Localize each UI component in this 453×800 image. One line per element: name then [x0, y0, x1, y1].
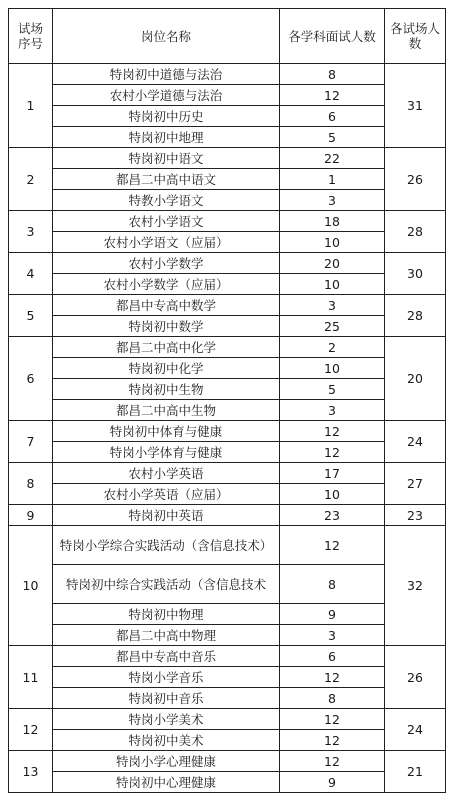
site-total-cell: 28 [385, 211, 446, 253]
position-name-cell: 特岗初中体育与健康 [53, 421, 280, 442]
table-row [9, 667, 446, 688]
table-row [9, 709, 446, 730]
subject-count-cell: 25 [280, 316, 385, 337]
table-row [9, 442, 446, 463]
position-name-cell: 农村小学语文（应届） [53, 232, 280, 253]
position-name-cell: 特岗初中英语 [53, 505, 280, 526]
subject-count-cell: 8 [280, 688, 385, 709]
table-row [9, 484, 446, 505]
table-row [9, 253, 446, 274]
position-name-cell: 特岗初中语文 [53, 148, 280, 169]
subject-count-cell: 6 [280, 646, 385, 667]
site-total-cell: 30 [385, 253, 446, 295]
subject-count-cell: 12 [280, 85, 385, 106]
table-row [9, 751, 446, 772]
table-row [9, 274, 446, 295]
header-site-number: 试场序号 [9, 9, 53, 64]
table-row [9, 148, 446, 169]
position-name-cell: 都昌中专高中数学 [53, 295, 280, 316]
site-number-cell: 8 [9, 463, 53, 505]
subject-count-cell: 12 [280, 421, 385, 442]
position-name-cell: 农村小学英语 [53, 463, 280, 484]
site-total-cell: 26 [385, 646, 446, 709]
subject-count-cell: 12 [280, 751, 385, 772]
site-number-cell: 10 [9, 526, 53, 646]
subject-count-cell: 20 [280, 253, 385, 274]
position-name-cell: 都昌中专高中音乐 [53, 646, 280, 667]
position-name-cell: 农村小学数学（应届） [53, 274, 280, 295]
site-number-cell: 9 [9, 505, 53, 526]
site-number-cell: 6 [9, 337, 53, 421]
position-name-cell: 都昌二中高中物理 [53, 625, 280, 646]
position-name-cell: 特岗小学心理健康 [53, 751, 280, 772]
subject-count-cell: 1 [280, 169, 385, 190]
position-name-cell: 特岗初中道德与法治 [53, 64, 280, 85]
subject-count-cell: 10 [280, 484, 385, 505]
subject-count-cell: 3 [280, 190, 385, 211]
subject-count-cell: 12 [280, 667, 385, 688]
subject-count-cell: 10 [280, 358, 385, 379]
subject-count-cell: 23 [280, 505, 385, 526]
position-name-cell: 特岗小学综合实践活动（含信息技术） [53, 526, 280, 565]
subject-count-cell: 18 [280, 211, 385, 232]
position-name-cell: 特岗小学美术 [53, 709, 280, 730]
position-name-cell: 特岗初中美术 [53, 730, 280, 751]
table-row [9, 337, 446, 358]
site-number-cell: 11 [9, 646, 53, 709]
position-name-cell: 特岗初中综合实践活动（含信息技术 [53, 565, 280, 604]
header-site-count: 各试场人数 [385, 9, 446, 64]
table-row [9, 463, 446, 484]
subject-count-cell: 9 [280, 772, 385, 793]
table-row [9, 358, 446, 379]
table-row [9, 526, 446, 565]
site-total-cell: 24 [385, 709, 446, 751]
subject-count-cell: 8 [280, 64, 385, 85]
position-name-cell: 特岗初中物理 [53, 604, 280, 625]
table-row [9, 232, 446, 253]
table-row [9, 421, 446, 442]
subject-count-cell: 10 [280, 232, 385, 253]
position-name-cell: 农村小学道德与法治 [53, 85, 280, 106]
position-name-cell: 特岗初中历史 [53, 106, 280, 127]
subject-count-cell: 6 [280, 106, 385, 127]
site-number-cell: 12 [9, 709, 53, 751]
subject-count-cell: 9 [280, 604, 385, 625]
table-row [9, 604, 446, 625]
position-name-cell: 特岗小学音乐 [53, 667, 280, 688]
position-name-cell: 特教小学语文 [53, 190, 280, 211]
site-total-cell: 31 [385, 64, 446, 148]
site-total-cell: 21 [385, 751, 446, 793]
table-row [9, 211, 446, 232]
subject-count-cell: 12 [280, 442, 385, 463]
table-row [9, 688, 446, 709]
exam-site-table [8, 8, 446, 793]
site-number-cell: 7 [9, 421, 53, 463]
table-row [9, 730, 446, 751]
subject-count-cell: 2 [280, 337, 385, 358]
position-name-cell: 农村小学语文 [53, 211, 280, 232]
position-name-cell: 特岗初中心理健康 [53, 772, 280, 793]
table-row [9, 85, 446, 106]
table-row [9, 295, 446, 316]
site-number-cell: 4 [9, 253, 53, 295]
table-row [9, 625, 446, 646]
subject-count-cell: 5 [280, 379, 385, 400]
position-name-cell: 农村小学英语（应届） [53, 484, 280, 505]
subject-count-cell: 22 [280, 148, 385, 169]
site-total-cell: 32 [385, 526, 446, 646]
table-row [9, 505, 446, 526]
table-row [9, 127, 446, 148]
table-body [9, 64, 446, 793]
position-name-cell: 农村小学数学 [53, 253, 280, 274]
position-name-cell: 特岗初中生物 [53, 379, 280, 400]
position-name-cell: 都昌二中高中语文 [53, 169, 280, 190]
position-name-cell: 特岗初中数学 [53, 316, 280, 337]
table-row [9, 169, 446, 190]
site-total-cell: 24 [385, 421, 446, 463]
site-number-cell: 13 [9, 751, 53, 793]
site-total-cell: 27 [385, 463, 446, 505]
position-name-cell: 都昌二中高中生物 [53, 400, 280, 421]
table-row [9, 646, 446, 667]
subject-count-cell: 17 [280, 463, 385, 484]
subject-count-cell: 10 [280, 274, 385, 295]
site-number-cell: 1 [9, 64, 53, 148]
subject-count-cell: 12 [280, 709, 385, 730]
site-total-cell: 23 [385, 505, 446, 526]
site-number-cell: 2 [9, 148, 53, 211]
table-header-row [9, 9, 446, 64]
subject-count-cell: 3 [280, 625, 385, 646]
site-number-cell: 3 [9, 211, 53, 253]
subject-count-cell: 8 [280, 565, 385, 604]
subject-count-cell: 3 [280, 295, 385, 316]
table-row [9, 772, 446, 793]
table-row [9, 190, 446, 211]
table-row [9, 379, 446, 400]
site-total-cell: 28 [385, 295, 446, 337]
position-name-cell: 特岗初中化学 [53, 358, 280, 379]
position-name-cell: 特岗小学体育与健康 [53, 442, 280, 463]
subject-count-cell: 12 [280, 730, 385, 751]
site-number-cell: 5 [9, 295, 53, 337]
subject-count-cell: 3 [280, 400, 385, 421]
table-row [9, 106, 446, 127]
table-row [9, 64, 446, 85]
exam-site-document [8, 8, 445, 793]
position-name-cell: 特岗初中音乐 [53, 688, 280, 709]
position-name-cell: 特岗初中地理 [53, 127, 280, 148]
subject-count-cell: 5 [280, 127, 385, 148]
subject-count-cell: 12 [280, 526, 385, 565]
table-row [9, 565, 446, 604]
table-row [9, 316, 446, 337]
site-total-cell: 20 [385, 337, 446, 421]
header-position-name: 岗位名称 [53, 9, 280, 64]
position-name-cell: 都昌二中高中化学 [53, 337, 280, 358]
header-subject-count: 各学科面试人数 [280, 9, 385, 64]
site-total-cell: 26 [385, 148, 446, 211]
table-row [9, 400, 446, 421]
